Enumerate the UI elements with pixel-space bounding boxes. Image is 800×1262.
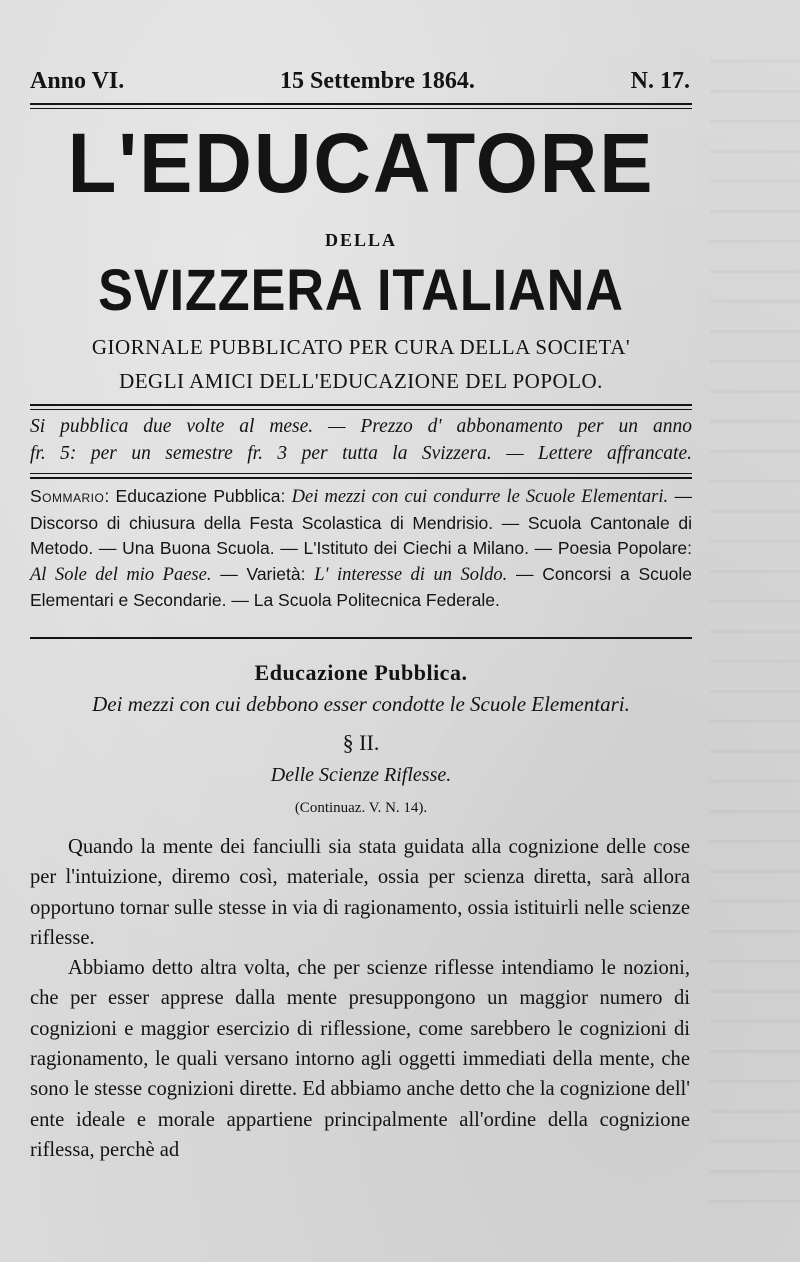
summary-item-1: Dei mezzi con cui condurre le Scuole Elementari. <box>291 487 669 507</box>
summary-rule-top-thick <box>30 477 692 479</box>
subscription-info-line-1: Si pubblica due volte al mese. — Prezzo d' abbonamento per un anno <box>30 416 692 437</box>
masthead-rule-top-thin <box>30 108 692 109</box>
section-rule-top <box>30 637 692 639</box>
publisher-line-2: DEGLI AMICI DELL'EDUCAZIONE DEL POPOLO. <box>119 369 603 393</box>
summary-text-3: — Varietà: <box>211 563 315 584</box>
issue-number: N. 17. <box>630 68 690 94</box>
title-connector: DELLA <box>324 230 397 250</box>
issue-year: Anno VI. <box>30 68 125 94</box>
paragraph: Quando la mente dei fanciulli sia stata guidata alla cognizione delle cose per l'intuizione, diremo così, materiale, ossia per scienza diretta, sarà allora opportuno tornar sulle stesse in via di ragionamento, ossia istituirli nelle scienze riflesse. <box>30 836 690 949</box>
issue-date: 15 Settembre 1864. <box>280 68 475 94</box>
summary-text-4: — Concorsi a Scuole Elementari e Secondarie. — La Scuola Politecnica Federale. <box>30 563 692 610</box>
publisher-line-1: GIORNALE PUBBLICATO PER CURA DELLA SOCIETA' <box>91 335 631 359</box>
summary-text-2: — Discorso di chiusura della Festa Scolastica di Mendrisio. — Scuola Cantonale di Metodo. — Una Buona Scuola. — L'Istituto dei Ciechi a Milano. — Poesia Popolare: <box>30 486 692 558</box>
article-title: Dei mezzi con cui debbono esser condotte le Scuole Elementari. <box>92 692 630 716</box>
paragraph: Abbiamo detto altra volta, che per scienze riflesse intendiamo le nozioni, che per esser apprese dalla mente presuppongono un maggior numero di cognizioni e maggior esercizio di riflessione, come sarebbero le cognizioni di ragionamento, le quali versano intorno agli oggetti immediati della mente, che sono le stesse cognizioni dirette. Ed abbiamo anche detto che la cognizione dell' ente ideale e morale appartiene principalmente all'ordine della cognizione riflessa, perchè ad <box>30 957 690 1161</box>
pubinfo-rule-top <box>30 404 692 406</box>
summary-label: Sommario <box>30 486 105 506</box>
section-title: Educazione Pubblica. <box>254 660 468 685</box>
continuation-note: (Continuaz. V. N. 14). <box>294 800 428 816</box>
masthead-info-line <box>30 68 690 95</box>
summary-rule-top <box>30 473 692 474</box>
section-number: § II. <box>342 730 380 755</box>
newspaper-subtitle-title: SVIZZERA ITALIANA <box>98 258 624 323</box>
article-body <box>30 832 690 1165</box>
pubinfo-rule-top-thin <box>30 409 692 410</box>
section-heading: Delle Scienze Riflesse. <box>270 764 452 786</box>
summary-item-2: Al Sole del mio Paese. <box>30 564 212 585</box>
subscription-info-line-2: fr. 5: per un semestre fr. 3 per tutta la Svizzera. — Lettere affrancate. <box>30 443 692 464</box>
summary-item-3: L' interesse di un Soldo. <box>314 564 508 585</box>
masthead-rule-top <box>30 103 692 105</box>
newspaper-title: L'EDUCATORE <box>67 116 655 210</box>
bleed-through-texture <box>710 60 800 1210</box>
table-of-contents <box>30 484 692 614</box>
summary-text-1: : Educazione Pubblica: <box>104 486 292 506</box>
